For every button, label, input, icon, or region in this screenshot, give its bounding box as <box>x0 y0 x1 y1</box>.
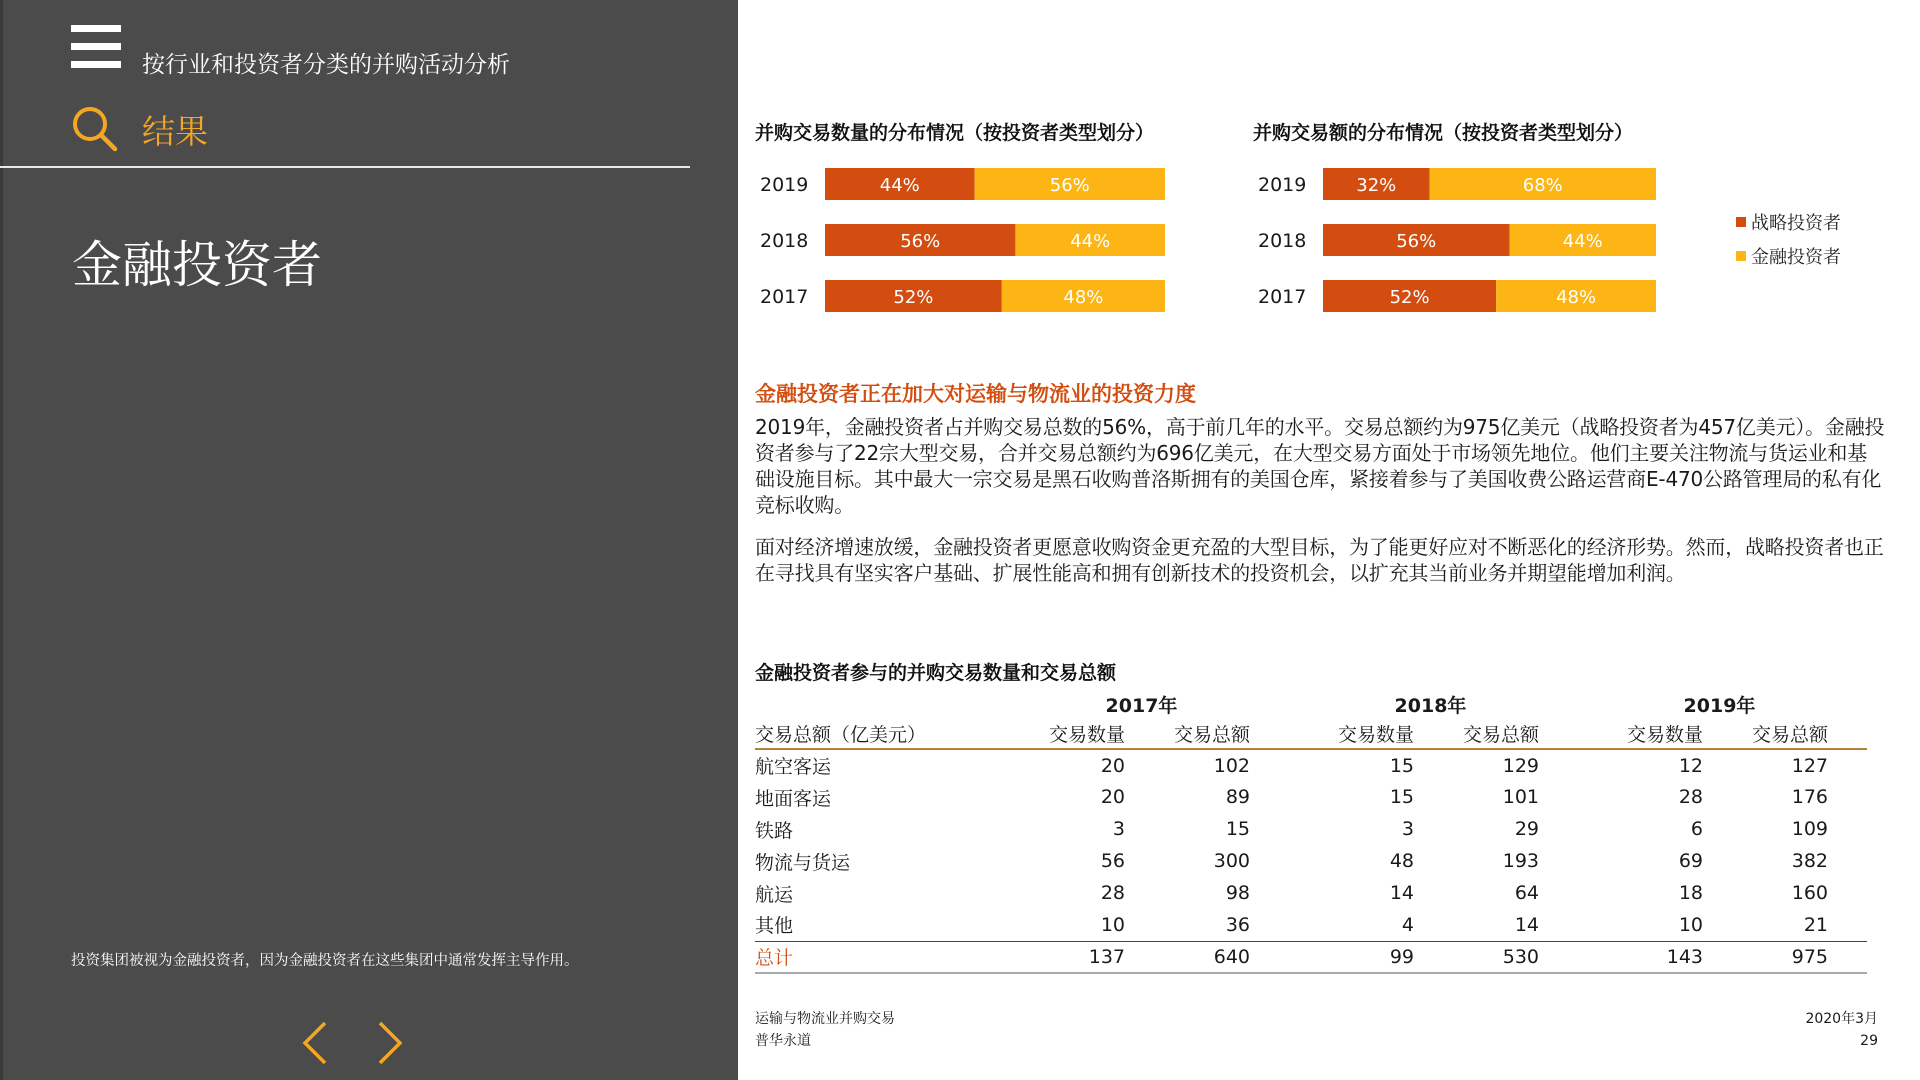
table-pad <box>1864 909 1867 941</box>
nav-title[interactable]: 按行业和投资者分类的并购活动分析 <box>142 52 510 78</box>
table-cell: 29 <box>1514 818 1539 840</box>
footer-left <box>755 1008 895 1052</box>
panel-edge <box>0 0 3 1080</box>
table-cell: 14 <box>1389 882 1414 904</box>
footer-date: 2020年3月 <box>1805 1011 1878 1027</box>
row-label: 其他 <box>755 915 794 938</box>
table-cell: 12 <box>1678 754 1703 777</box>
table-cell: 14 <box>1514 913 1539 936</box>
main-content <box>738 0 1920 1080</box>
legend-label-strategic: 战略投资者 <box>1751 213 1841 234</box>
chart-deal-value <box>1253 160 1661 320</box>
legend-label-financial: 金融投资者 <box>1751 247 1841 268</box>
footer-company: 普华永道 <box>755 1033 811 1049</box>
row-label: 航空客运 <box>755 756 832 778</box>
year-header-2017: 2017年 <box>1105 694 1178 717</box>
table-year-row <box>755 689 1867 719</box>
col-header-count-2019: 交易数量 <box>1626 724 1703 746</box>
year-header-2019: 2019年 <box>1683 694 1756 717</box>
results-label[interactable]: 结果 <box>142 112 208 151</box>
left-panel <box>0 0 738 1080</box>
legend-swatch-financial <box>1736 251 1746 261</box>
chart-data-label: 56% <box>1049 175 1090 196</box>
chart-data-label: 48% <box>1063 287 1104 308</box>
table-pad <box>1864 941 1867 973</box>
table-cell: 640 <box>1213 945 1250 968</box>
row-label: 物流与货运 <box>755 851 851 874</box>
table-cell: 18 <box>1678 882 1703 904</box>
chart-title-deal-value: 并购交易额的分布情况（按投资者类型划分） <box>1253 122 1634 144</box>
chart-category-label: 2017 <box>760 286 809 308</box>
table-cell: 36 <box>1225 913 1250 936</box>
table-row <box>755 909 1867 941</box>
table-total-row <box>755 941 1867 973</box>
row-label: 地面客运 <box>755 787 832 810</box>
chart-title-deal-count: 并购交易数量的分布情况（按投资者类型划分） <box>755 122 1155 144</box>
table-row <box>755 877 1867 909</box>
table-row <box>755 845 1867 877</box>
table-cell: 20 <box>1100 754 1125 777</box>
table-cell: 530 <box>1502 945 1539 968</box>
table-cell: 56 <box>1100 850 1125 872</box>
chart-data-label: 48% <box>1556 287 1597 308</box>
table-cell: 109 <box>1791 818 1828 840</box>
table-cell: 143 <box>1666 945 1703 968</box>
table-pad <box>1864 719 1867 749</box>
legend-item-financial <box>1736 239 1841 273</box>
section-title: 金融投资者 <box>72 236 322 294</box>
hamburger-menu-icon[interactable] <box>71 25 121 69</box>
chart-data-label: 44% <box>1070 231 1111 252</box>
table-cell: 21 <box>1803 913 1828 936</box>
footnote: 投资集团被视为金融投资者，因为金融投资者在这些集团中通常发挥主导作用。 <box>71 953 579 969</box>
table-cell: 10 <box>1678 913 1703 936</box>
page-number: 29 <box>1860 1033 1878 1049</box>
chart-data-label: 32% <box>1356 175 1397 196</box>
search-icon[interactable] <box>70 104 120 154</box>
table-cell: 98 <box>1225 882 1250 904</box>
table-cell: 15 <box>1389 786 1414 808</box>
table-pad <box>1864 813 1867 845</box>
table-cell: 99 <box>1389 945 1414 968</box>
chart-category-label: 2017 <box>1258 286 1307 308</box>
col-header-value-2019: 交易总额 <box>1751 724 1828 746</box>
chart-category-label: 2018 <box>1258 230 1307 252</box>
footer-right <box>1805 1008 1878 1052</box>
chevron-left-icon[interactable] <box>300 1020 330 1066</box>
article-paragraph-2: 面对经济增速放缓，金融投资者更愿意收购资金更充盈的大型目标，为了能更好应对不断恶化的经济形势。然而，战略投资者也正在寻找具有坚实客户基础、扩展性能高和拥有创新技术的投资机会，以扩充其当前业务并期望能增加利润。 <box>755 535 1884 585</box>
table-corner <box>755 689 997 719</box>
table-header-row <box>755 719 1867 749</box>
article-headline: 金融投资者正在加大对运输与物流业的投资力度 <box>755 382 1196 406</box>
table-title: 金融投资者参与的并购交易数量和交易总额 <box>755 662 1117 684</box>
col-header-value-2017: 交易总额 <box>1173 724 1250 746</box>
legend-item-strategic <box>1736 205 1841 239</box>
table-cell: 15 <box>1225 818 1250 840</box>
table-cell: 176 <box>1791 786 1828 808</box>
chart-deal-count <box>755 160 1170 320</box>
chart-data-label: 44% <box>1562 231 1603 252</box>
chevron-right-icon[interactable] <box>375 1020 405 1066</box>
chart-data-label: 56% <box>900 231 941 252</box>
table-cell: 4 <box>1401 913 1414 936</box>
table-cell: 28 <box>1100 882 1125 904</box>
col-header-count-2017: 交易数量 <box>1048 724 1125 746</box>
table-cell: 102 <box>1213 754 1250 777</box>
chart-data-label: 52% <box>1389 287 1430 308</box>
table-cell: 10 <box>1100 913 1125 936</box>
table-cell: 137 <box>1088 945 1125 968</box>
chart-category-label: 2019 <box>760 174 809 196</box>
row-label: 铁路 <box>755 819 794 842</box>
table-cell: 3 <box>1401 818 1414 840</box>
table-cell: 28 <box>1678 786 1703 808</box>
chart-data-label: 44% <box>879 175 920 196</box>
table-cell: 3 <box>1112 818 1125 840</box>
col-header-value-2018: 交易总额 <box>1462 724 1539 746</box>
table-cell: 101 <box>1502 786 1539 808</box>
table-cell: 300 <box>1213 850 1250 872</box>
chart-category-label: 2018 <box>760 230 809 252</box>
table-cell: 160 <box>1791 882 1828 904</box>
table-cell: 89 <box>1225 786 1250 808</box>
deals-table <box>755 689 1867 974</box>
total-label: 总计 <box>755 947 794 970</box>
chart-category-label: 2019 <box>1258 174 1307 196</box>
table-pad <box>1864 877 1867 909</box>
table-cell: 48 <box>1389 850 1414 872</box>
table-cell: 975 <box>1791 945 1828 968</box>
table-row <box>755 749 1867 781</box>
table-cell: 129 <box>1502 754 1539 777</box>
table-cell: 15 <box>1389 754 1414 777</box>
table-cell: 69 <box>1678 850 1703 872</box>
table-pad <box>1864 845 1867 877</box>
chart-data-label: 56% <box>1396 231 1437 252</box>
footer-publication: 运输与物流业并购交易 <box>755 1011 895 1027</box>
row-header-label: 交易总额（亿美元） <box>755 724 927 746</box>
table-cell: 127 <box>1791 754 1828 777</box>
table-pad <box>1864 781 1867 813</box>
table-pad <box>1864 689 1867 719</box>
col-header-count-2018: 交易数量 <box>1337 724 1414 746</box>
chart-data-label: 68% <box>1522 175 1563 196</box>
chart-data-label: 52% <box>893 287 934 308</box>
row-label: 航运 <box>755 883 794 906</box>
table-body <box>755 749 1867 973</box>
year-header-2018: 2018年 <box>1394 694 1467 717</box>
table-cell: 193 <box>1502 850 1539 872</box>
table-cell: 64 <box>1514 882 1539 904</box>
table-cell: 20 <box>1100 786 1125 808</box>
article-paragraph-1: 2019年，金融投资者占并购交易总数的56%，高于前几年的水平。交易总额约为975亿美元（战略投资者为457亿美元）。金融投资者参与了22宗大型交易，合并交易总额约为696亿美元，在大型交易方面处于市场领先地位。他们主要关注物流与货运业和基础设施目标。其中最大一宗交易是黑石收购普洛斯拥有的美国仓库，紧接着参与了美国收费公路运营商E-470公路管理局的私有化竞标收购。 <box>755 415 1885 517</box>
chart-legend <box>1736 205 1841 273</box>
table-pad <box>1864 749 1867 781</box>
table-row <box>755 813 1867 845</box>
divider <box>0 166 690 168</box>
table-cell: 382 <box>1791 850 1828 872</box>
table-cell: 6 <box>1690 818 1703 840</box>
table-row <box>755 781 1867 813</box>
legend-swatch-strategic <box>1736 217 1746 227</box>
